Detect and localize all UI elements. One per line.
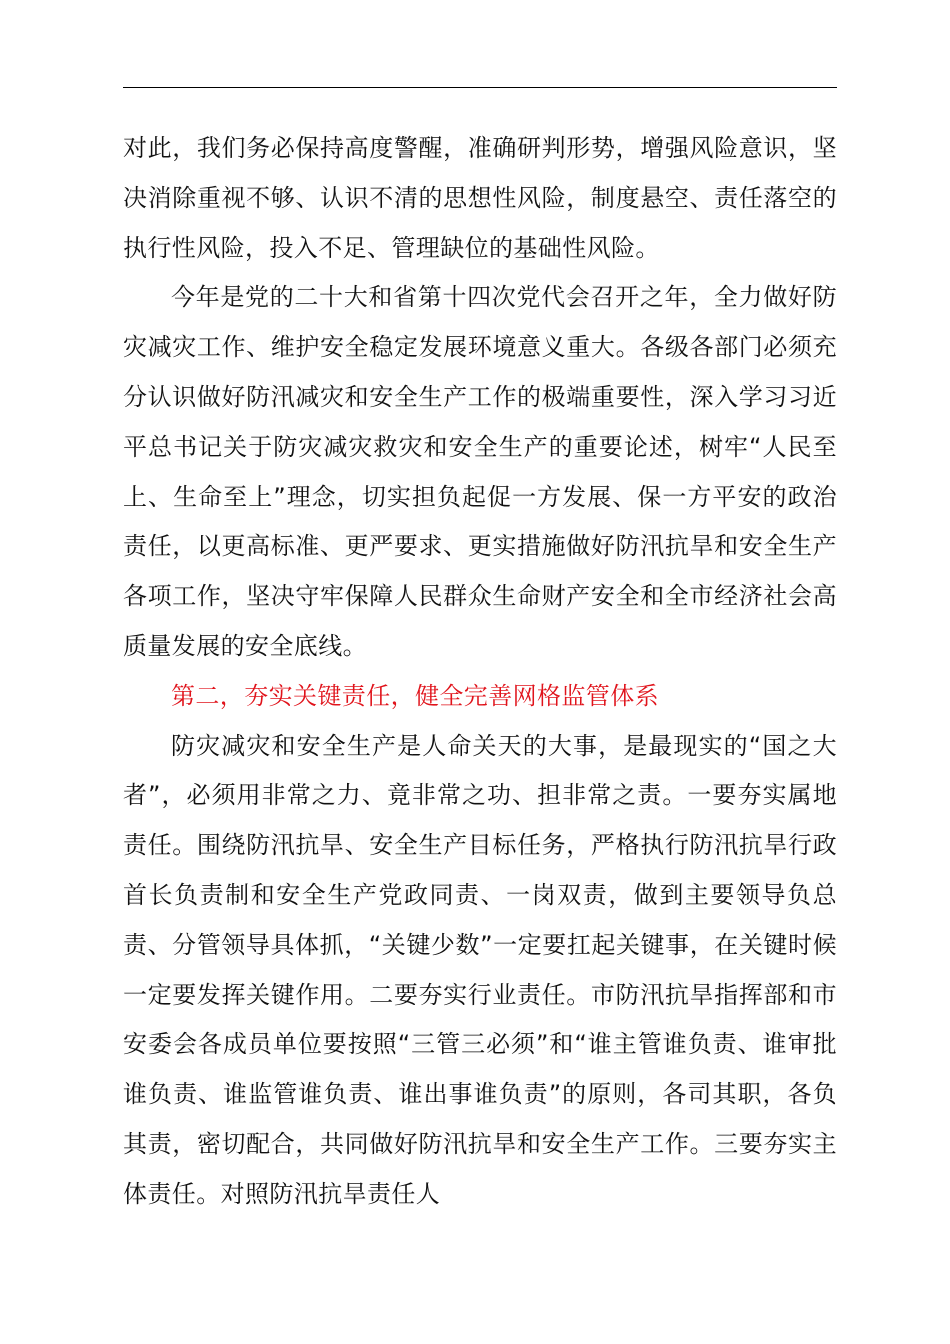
header-rule <box>123 87 837 88</box>
paragraph-this-year: 今年是党的二十大和省第十四次党代会召开之年，全力做好防灾减灾工作、维护安全稳定发展环境意义重大。各级各部门必须充分认识做好防汛减灾和安全生产工作的极端重要性，深入学习习近平总书记关于防灾减灾救灾和安全生产的重要论述，树牢“人民至上、生命至上”理念，切实担负起促一方发展、保一方平安的政治责任，以更高标准、更严要求、更实措施做好防汛抗旱和安全生产各项工作，坚决守牢保障人民群众生命财产安全和全市经济社会高质量发展的安全底线。 <box>123 283 837 660</box>
document-body <box>123 124 837 1220</box>
section-heading-second: 第二，夯实关键责任，健全完善网格监管体系 <box>171 681 659 710</box>
paragraph-responsibilities: 防灾减灾和安全生产是人命关天的大事，是最现实的“国之大者”，必须用非常之力、竟非常之功、担非常之责。一要夯实属地责任。围绕防汛抗旱、安全生产目标任务，严格执行防汛抗旱行政首长负责制和安全生产党政同责、一岗双责，做到主要领导负总责、分管领导具体抓，“关键少数”一定要扛起关键事，在关键时候一定要发挥关键作用。二要夯实行业责任。市防汛抗旱指挥部和市安委会各成员单位要按照“三管三必须”和“谁主管谁负责、谁审批谁负责、谁监管谁负责、谁出事谁负责”的原则，各司其职，各负其责，密切配合，共同做好防汛抗旱和安全生产工作。三要夯实主体责任。对照防汛抗旱责任人 <box>123 731 837 1208</box>
paragraph-risk-awareness: 对此，我们务必保持高度警醒，准确研判形势，增强风险意识，坚决消除重视不够、认识不清的思想性风险，制度悬空、责任落空的执行性风险，投入不足、管理缺位的基础性风险。 <box>123 134 837 262</box>
